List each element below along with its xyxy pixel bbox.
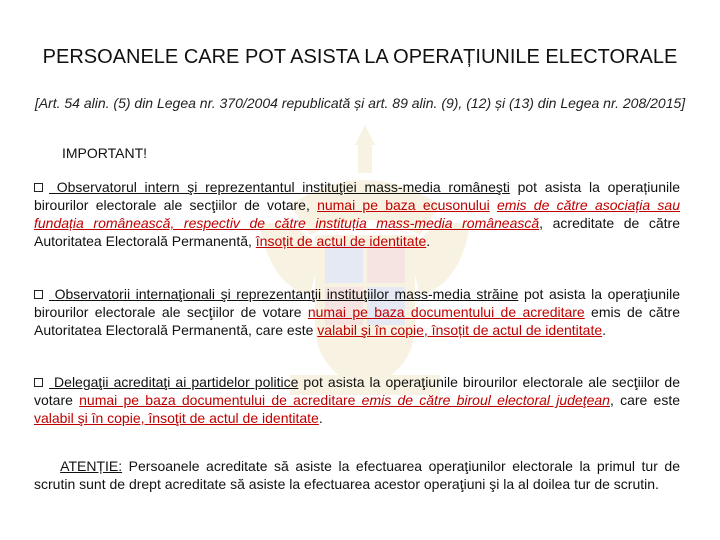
- attention-label: ATENȚIE:: [60, 458, 123, 474]
- item-highlight: numai pe baza ecusonului: [317, 197, 490, 213]
- item-text: [490, 197, 497, 213]
- item-highlight: emis de către asociația sau fundația românească, respectiv de către instituția mass-media românească: [34, 197, 681, 231]
- item-text: , acreditate de către Autoritatea Electorală Permanentă,: [34, 215, 680, 249]
- square-bullet-icon: [34, 378, 43, 387]
- item-highlight: emis de către biroul electoral judeţean: [355, 392, 610, 408]
- item-text: .: [602, 322, 607, 338]
- item-text: pot asista la operațiunile birourilor electorale ale secţiilor de votare,: [34, 179, 680, 213]
- item-text: .: [318, 410, 323, 426]
- item-lead: Observatorul intern şi reprezentantul instituţiei mass-media româneşti: [49, 179, 510, 195]
- legal-reference: [Art. 54 alin. (5) din Legea nr. 370/2004 republicată și art. 89 alin. (9), (12) și (13) din Legea nr. 208/2015]: [34, 95, 686, 111]
- attention-note: [34, 457, 680, 493]
- item-lead: Observatorii internaţionali şi reprezentanţii instituţiilor mass-media străine: [49, 286, 519, 302]
- item-text: pot asista la operaţiunile birourilor electorale ale secţiilor de votare: [34, 286, 680, 320]
- square-bullet-icon: [34, 290, 43, 299]
- item-highlight: însoțit de actul de identitate: [255, 233, 427, 249]
- list-item: [34, 285, 680, 339]
- square-bullet-icon: [34, 183, 43, 192]
- item-text: emis de către Autoritatea Electorală Permanentă, care este: [34, 304, 680, 338]
- item-text: pot asista la operaţiunile birourilor electorale ale secţiilor de votare: [34, 374, 680, 408]
- item-highlight: valabil şi în copie, însoțit de actul de identitate: [317, 322, 603, 338]
- item-highlight: numai pe baza documentului de acreditare: [307, 304, 585, 320]
- item-highlight: numai pe baza documentului de acreditare: [79, 392, 356, 408]
- page-title: PERSOANELE CARE POT ASISTA LA OPERAȚIUNILE ELECTORALE: [42, 46, 678, 68]
- list-item: [34, 373, 680, 427]
- item-text: , care este: [609, 392, 680, 408]
- attention-text: Persoanele acreditate să asiste la efectuarea operaţiunilor electorale la primul tur de scrutin sunt de drept acreditate să asiste la efectuarea acestor operaţiuni şi la al doilea tur de scrutin.: [34, 458, 680, 492]
- item-highlight: valabil şi în copie, însoţit de actul de identitate: [34, 410, 319, 426]
- coat-of-arms-icon: [250, 115, 480, 415]
- item-lead: Delegaţii acreditaţi ai partidelor politice: [49, 374, 299, 390]
- item-text: .: [426, 233, 431, 249]
- list-item: [34, 178, 680, 250]
- important-heading: IMPORTANT!: [62, 145, 148, 161]
